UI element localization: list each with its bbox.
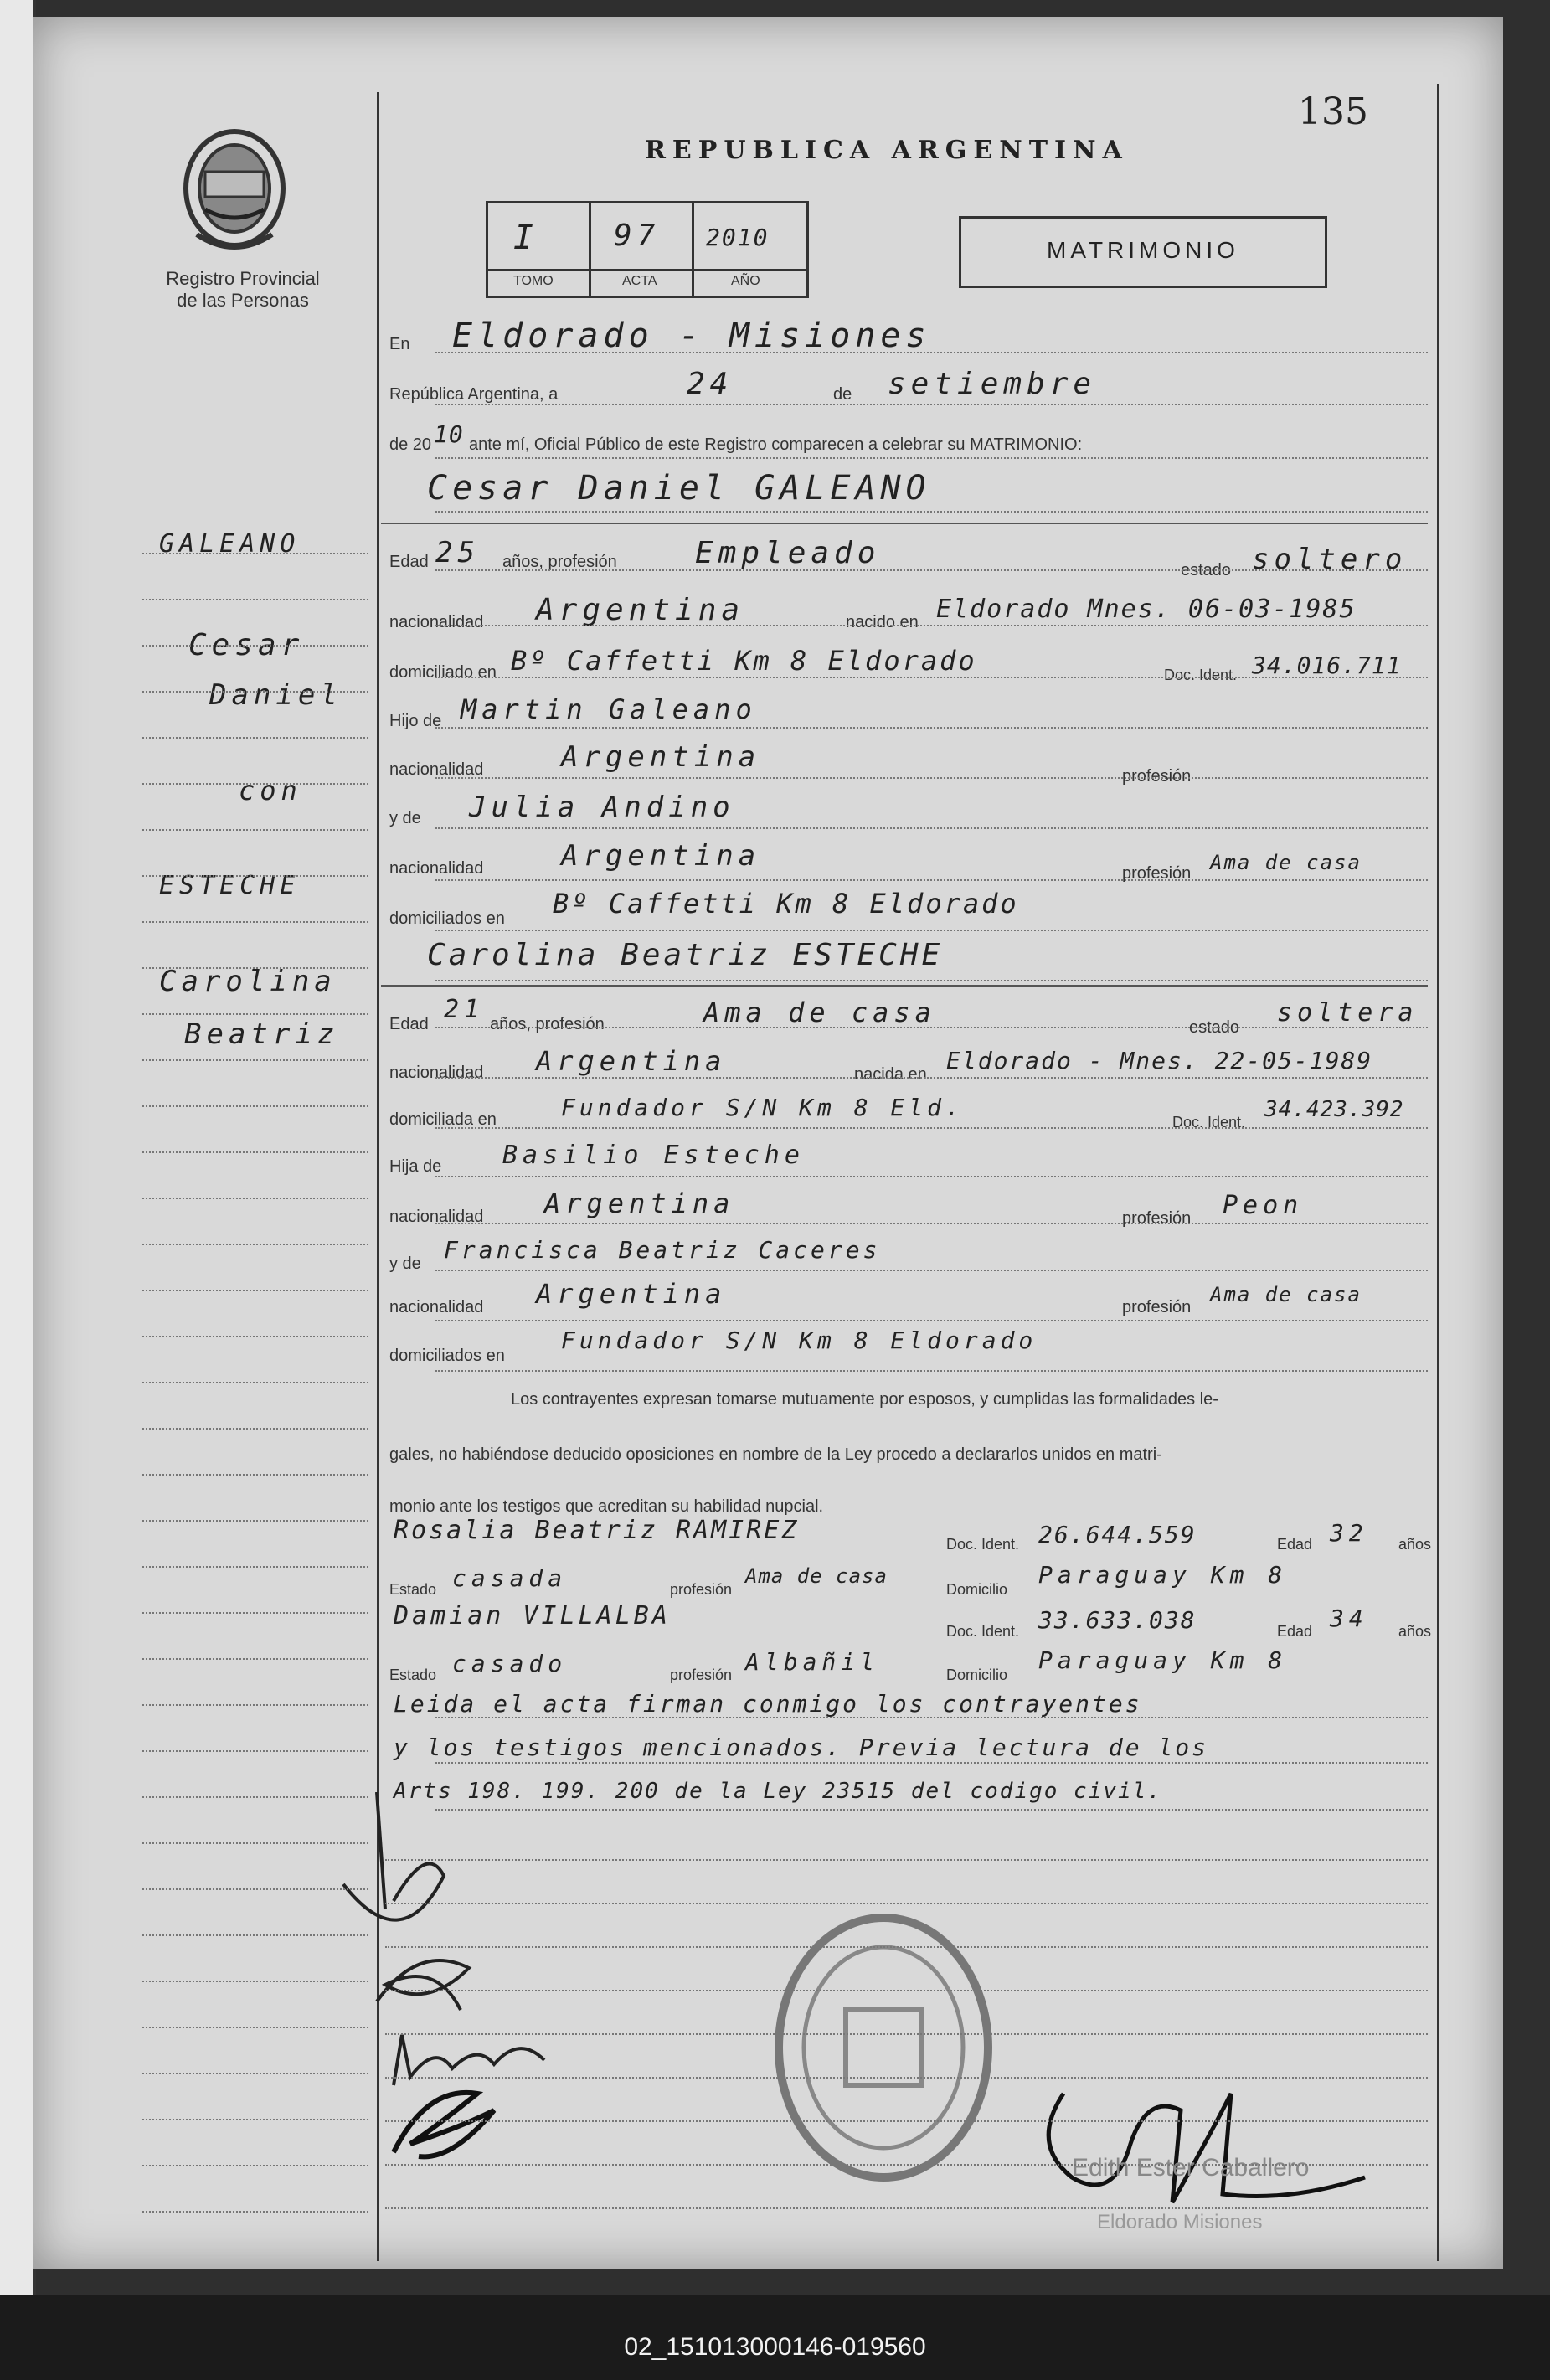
document-type: MATRIMONIO [1047, 237, 1239, 263]
body-rule [435, 404, 1428, 405]
witness-2-anos-label: años [1398, 1623, 1432, 1640]
witness-1-dom-label: Domicilio [946, 1581, 1008, 1598]
body-rule [385, 2077, 1428, 2079]
groom-estado-label: estado [1181, 561, 1232, 580]
witness-1-address: Paraguay Km 8 [1038, 1561, 1288, 1589]
intro-statement: ante mí, Oficial Público de este Registro comparecen a celebrar su MATRIMONIO: [469, 435, 1083, 454]
bride-age: 21 [444, 995, 485, 1024]
margin-bride-surname: ESTECHE [159, 871, 301, 900]
margin-rule [142, 691, 368, 693]
tomo-label: TOMO [513, 274, 554, 288]
bride-father-prof: Peon [1223, 1191, 1304, 1220]
witness-1-anos-label: años [1398, 1536, 1432, 1553]
margin-rule [142, 645, 368, 647]
declaration-line-1: Los contrayentes expresan tomarse mutuamente por esposos, y cumplidas las formalidades le- [511, 1390, 1218, 1409]
bride-hija-label: Hija de [389, 1157, 442, 1176]
witness-2-dom-label: Domicilio [946, 1667, 1008, 1683]
margin-rule [142, 1382, 368, 1383]
groom-father: Martin Galeano [461, 693, 757, 725]
witness-1-edad-label: Edad [1277, 1536, 1313, 1553]
margin-rule [142, 1934, 368, 1936]
tomo-value: I [513, 219, 539, 257]
margin-rule [142, 1013, 368, 1015]
margin-rule [142, 1612, 368, 1614]
body-rule [385, 2207, 1428, 2209]
margin-rule [142, 1336, 368, 1337]
anio-value: 2010 [706, 224, 770, 251]
groom-estado: soltero [1252, 543, 1408, 576]
bride-edad-label: Edad [389, 1015, 429, 1033]
body-rule [385, 2120, 1428, 2122]
body-rule [385, 2164, 1428, 2166]
witness-1-age: 32 [1330, 1519, 1368, 1547]
margin-rule [142, 1151, 368, 1153]
groom-nationality: Argentina [536, 593, 745, 627]
witness-1-doc-label: Doc. Ident. [946, 1536, 1020, 1553]
body-rule [435, 727, 1428, 729]
margin-rule [142, 2119, 368, 2120]
bride-father: Basilio Esteche [502, 1141, 805, 1170]
body-rule [435, 777, 1428, 779]
groom-dom-label: domiciliado en [389, 663, 497, 682]
margin-rule [142, 1474, 368, 1476]
margin-rule [142, 1198, 368, 1199]
signature-bride [368, 1934, 486, 2027]
groom-profession: Empleado [695, 536, 881, 570]
bride-mother-nat: Argentina [536, 1278, 727, 1310]
margin-rule [142, 2027, 368, 2028]
margin-rule [142, 921, 368, 923]
margin-rule [142, 1888, 368, 1890]
witness-1-name: Rosalia Beatriz RAMIREZ [394, 1516, 800, 1545]
margin-rule [142, 1059, 368, 1061]
margin-rule [142, 737, 368, 739]
groom-birth: Eldorado Mnes. 06-03-1985 [936, 595, 1357, 624]
bride-nacida-label: nacida en [854, 1065, 927, 1084]
margin-rule [142, 1658, 368, 1660]
body-rule [435, 1027, 1428, 1028]
body-rule [435, 569, 1428, 571]
groom-mother-nat-label: nacionalidad [389, 859, 484, 878]
bride-birth: Eldorado - Mnes. 22-05-1989 [946, 1047, 1373, 1074]
right-page-rule [1437, 84, 1439, 2261]
official-stamp-place: Eldorado Misiones [1097, 2211, 1263, 2233]
witness-2-doc-label: Doc. Ident. [946, 1623, 1020, 1640]
body-rule [435, 1320, 1428, 1321]
body-rule [435, 1223, 1428, 1224]
margin-rule [142, 1520, 368, 1522]
section-rule [381, 985, 1428, 987]
body-rule [385, 1859, 1428, 1861]
witness-2-profession: Albañil [745, 1648, 880, 1676]
closing-line-1: Leida el acta firman conmigo los contrayentes [394, 1690, 1142, 1718]
groom-mother-prof-label: profesión [1122, 864, 1192, 883]
body-rule [435, 677, 1428, 678]
groom-mother: Julia Andino [469, 791, 735, 824]
groom-doc: 34.016.711 [1252, 652, 1402, 679]
groom-parents-address: Bº Caffetti Km 8 Eldorado [553, 888, 1019, 920]
groom-father-nat: Argentina [561, 740, 761, 774]
year-suffix: 10 [434, 420, 464, 448]
margin-rule [142, 875, 368, 877]
body-rule [435, 827, 1428, 829]
witness-2-doc: 33.633.038 [1038, 1606, 1197, 1634]
bride-father-prof-label: profesión [1122, 1209, 1192, 1228]
margin-rule [142, 1290, 368, 1291]
year-prefix: de 20 [389, 435, 432, 454]
bride-mother: Francisca Beatriz Caceres [444, 1236, 881, 1264]
bride-estado-label: estado [1189, 1018, 1240, 1037]
province-seal [180, 126, 289, 260]
de-label: de [833, 385, 852, 404]
witness-1-estado-label: Estado [389, 1581, 437, 1598]
body-rule [435, 1370, 1428, 1372]
margin-rule [142, 1428, 368, 1430]
register-page [33, 17, 1503, 2269]
groom-address: Bº Caffetti Km 8 Eldorado [511, 645, 977, 677]
margin-rule [142, 1981, 368, 1982]
witness-1-prof-label: profesión [670, 1581, 733, 1598]
body-rule [435, 1717, 1428, 1718]
bride-profession: Ama de casa [703, 997, 936, 1028]
witness-2-name: Damian VILLALBA [394, 1601, 671, 1630]
bride-parents-dom-label: domiciliados en [389, 1347, 505, 1365]
margin-rule [142, 2073, 368, 2074]
bride-doc-label: Doc. Ident. [1172, 1114, 1246, 1131]
groom-edad-label: Edad [389, 553, 429, 571]
body-rule [385, 1946, 1428, 1948]
republica-label: República Argentina, a [389, 385, 559, 404]
body-rule [435, 1809, 1428, 1811]
record-number-box [486, 201, 809, 298]
official-stamp-name: Edith Ester Caballero [1072, 2154, 1310, 2182]
body-rule [385, 1990, 1428, 1991]
witness-2-estado-label: Estado [389, 1667, 437, 1683]
margin-rule [142, 599, 368, 600]
witness-1-estado: casada [452, 1564, 568, 1592]
groom-nacido-label: nacido en [846, 613, 919, 631]
margin-groom-middle: Daniel [209, 678, 342, 712]
margin-connector: con [239, 775, 302, 806]
bride-father-nat-label: nacionalidad [389, 1208, 484, 1226]
bride-mother-nat-label: nacionalidad [389, 1298, 484, 1316]
anio-label: AÑO [731, 274, 760, 288]
book-gutter [0, 0, 36, 2380]
body-rule [435, 1127, 1428, 1129]
margin-bride-middle: Beatriz [184, 1017, 340, 1051]
margin-rule [142, 553, 368, 554]
declaration-line-2: gales, no habiéndose deducido oposiciones en nombre de la Ley procedo a declararlos unidos en matri- [389, 1445, 1162, 1464]
marriage-month: setiembre [888, 367, 1097, 401]
groom-mother-nat: Argentina [561, 839, 761, 873]
marriage-place: Eldorado - Misiones [452, 317, 931, 355]
body-rule [435, 625, 1428, 626]
groom-nat-label: nacionalidad [389, 613, 484, 631]
body-rule [385, 2033, 1428, 2035]
body-rule [435, 1270, 1428, 1271]
signature-witness-2 [385, 2077, 511, 2169]
bride-father-nat: Argentina [544, 1187, 735, 1219]
witness-1-profession: Ama de casa [745, 1564, 888, 1588]
body-rule [435, 352, 1428, 353]
groom-name: Cesar Daniel GALEANO [427, 469, 931, 507]
groom-parents-dom-label: domiciliados en [389, 909, 505, 928]
groom-mother-prof: Ama de casa [1210, 851, 1362, 874]
official-signature [1013, 2077, 1415, 2219]
body-rule [435, 930, 1428, 931]
margin-rule [142, 1105, 368, 1107]
document-id: 02_151013000146-019560 [624, 2333, 926, 2361]
bride-nat-label: nacionalidad [389, 1064, 484, 1082]
official-seal [770, 1909, 996, 2186]
body-rule [435, 1176, 1428, 1177]
body-rule [435, 1077, 1428, 1079]
body-rule [435, 980, 1428, 981]
margin-rule [142, 1750, 368, 1752]
bride-nationality: Argentina [536, 1045, 727, 1077]
margin-rule [142, 1244, 368, 1245]
groom-father-prof-label: profesión [1122, 767, 1192, 786]
witness-1-doc: 26.644.559 [1038, 1521, 1197, 1548]
witness-2-prof-label: profesión [670, 1667, 733, 1683]
margin-rule [142, 1796, 368, 1798]
bride-dom-label: domiciliada en [389, 1110, 497, 1129]
bride-doc: 34.423.392 [1264, 1097, 1404, 1122]
groom-anos-label: años, profesión [502, 553, 617, 571]
groom-doc-label: Doc. Ident. [1164, 667, 1238, 683]
bride-anos-label: años, profesión [490, 1015, 605, 1033]
body-rule [385, 1903, 1428, 1904]
bride-estado: soltera [1277, 998, 1419, 1028]
bride-mother-prof-label: profesión [1122, 1298, 1192, 1316]
margin-rule [142, 783, 368, 785]
witness-2-edad-label: Edad [1277, 1623, 1313, 1640]
body-rule [435, 1762, 1428, 1764]
margin-rule [142, 2165, 368, 2166]
body-rule [435, 457, 1428, 459]
body-rule [435, 879, 1428, 881]
acta-value: 97 [614, 219, 661, 253]
bride-yde-label: y de [389, 1254, 421, 1273]
registry-name: Registro Provincial de las Personas [166, 268, 320, 311]
bride-parents-address: Fundador S/N Km 8 Eldorado [561, 1327, 1038, 1354]
margin-groom-first: Cesar [188, 628, 305, 662]
bride-address: Fundador S/N Km 8 Eld. [561, 1094, 964, 1121]
bride-mother-prof: Ama de casa [1210, 1283, 1362, 1306]
closing-line-3: Arts 198. 199. 200 de la Ley 23515 del codigo civil. [394, 1779, 1162, 1804]
document-type-box [959, 216, 1327, 288]
groom-age: 25 [435, 536, 480, 569]
page-number: 135 [1298, 90, 1368, 133]
country-heading: REPUBLICA ARGENTINA [645, 136, 1129, 165]
groom-father-nat-label: nacionalidad [389, 760, 484, 779]
declaration-line-3: monio ante los testigos que acreditan su habilidad nupcial. [389, 1497, 824, 1516]
margin-groom-surname: GALEANO [159, 529, 301, 559]
section-rule [381, 523, 1428, 524]
margin-bride-first: Carolina [159, 965, 337, 998]
acta-label: ACTA [622, 274, 657, 288]
bride-name: Carolina Beatriz ESTECHE [427, 938, 944, 972]
marriage-day: 24 [687, 367, 734, 401]
margin-rule [142, 1842, 368, 1844]
closing-line-2: y los testigos mencionados. Previa lectura de los [394, 1733, 1209, 1761]
margin-rule [142, 2211, 368, 2213]
en-label: En [389, 335, 410, 353]
body-rule [435, 511, 1428, 513]
witness-2-age: 34 [1330, 1605, 1368, 1632]
margin-rule [142, 967, 368, 969]
groom-hijo-label: Hijo de [389, 712, 442, 730]
margin-rule [142, 829, 368, 831]
margin-rule [142, 1704, 368, 1706]
witness-2-estado: casado [452, 1650, 568, 1677]
witness-2-address: Paraguay Km 8 [1038, 1646, 1288, 1674]
margin-rule [142, 1566, 368, 1568]
groom-yde-label: y de [389, 809, 421, 827]
